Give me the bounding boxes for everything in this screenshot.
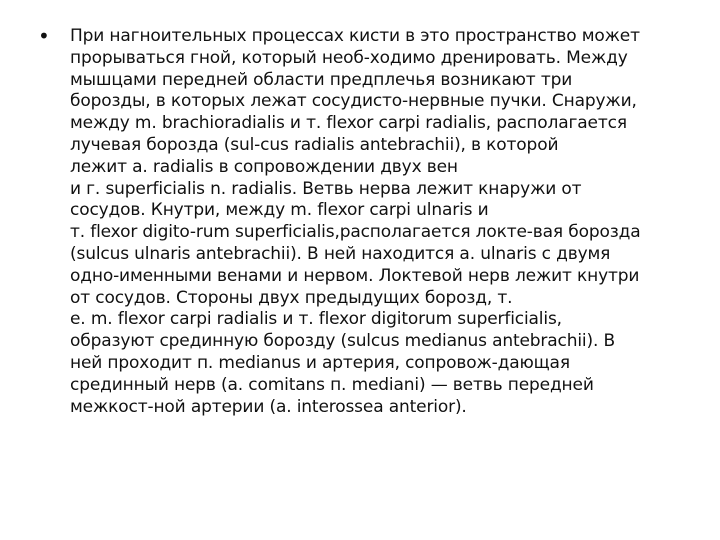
text-line: лучевая борозда (sul-cus radialis antebrachii), в которой <box>70 134 559 155</box>
text-line: одно-именными венами и нервом. Локтевой нерв лежит кнутри <box>70 265 640 286</box>
text-line: лежит a. radialis в сопровождении двух вен <box>70 156 458 177</box>
text-line: от сосудов. Стороны двух предыдущих борозд, т. <box>70 287 513 308</box>
bullet-text <box>70 26 690 418</box>
text-line: При нагноительных процессах кисти в это пространство может <box>70 26 640 46</box>
text-line: между m. brachioradialis и т. flexor carpi radialis, располагается <box>70 113 627 134</box>
text-line: т. flexor digito-rum superficialis,располагается локте-вая борозда <box>70 222 641 243</box>
text-line: сосудов. Кнутри, между m. flexor carpi ulnaris и <box>70 200 489 221</box>
text-line: межкост-ной артерии (a. interossea anterior). <box>70 396 467 417</box>
text-line: срединный нерв (a. comitans п. mediani) — ветвь передней <box>70 374 594 395</box>
text-line: мышцами передней области предплечья возникают три <box>70 69 573 90</box>
bullet-icon: • <box>38 24 50 48</box>
text-line: прорываться гной, который необ-ходимо дренировать. Между <box>70 47 628 68</box>
text-line: образуют срединную борозду (sulcus medianus antebrachii). В <box>70 331 616 352</box>
text-line: борозды, в которых лежат сосудисто-нервные пучки. Снаружи, <box>70 91 637 112</box>
text-line: ней проходит п. medianus и артерия, сопровож-дающая <box>70 352 570 373</box>
text-line: (sulcus ulnaris antebrachii). В ней находится a. ulnaris с двумя <box>70 243 611 264</box>
text-line: е. m. flexor carpi radialis и т. flexor digitorum superficialis, <box>70 309 562 330</box>
text-line: и г. superficialis n. radialis. Ветвь нерва лежит кнаружи от <box>70 178 582 199</box>
